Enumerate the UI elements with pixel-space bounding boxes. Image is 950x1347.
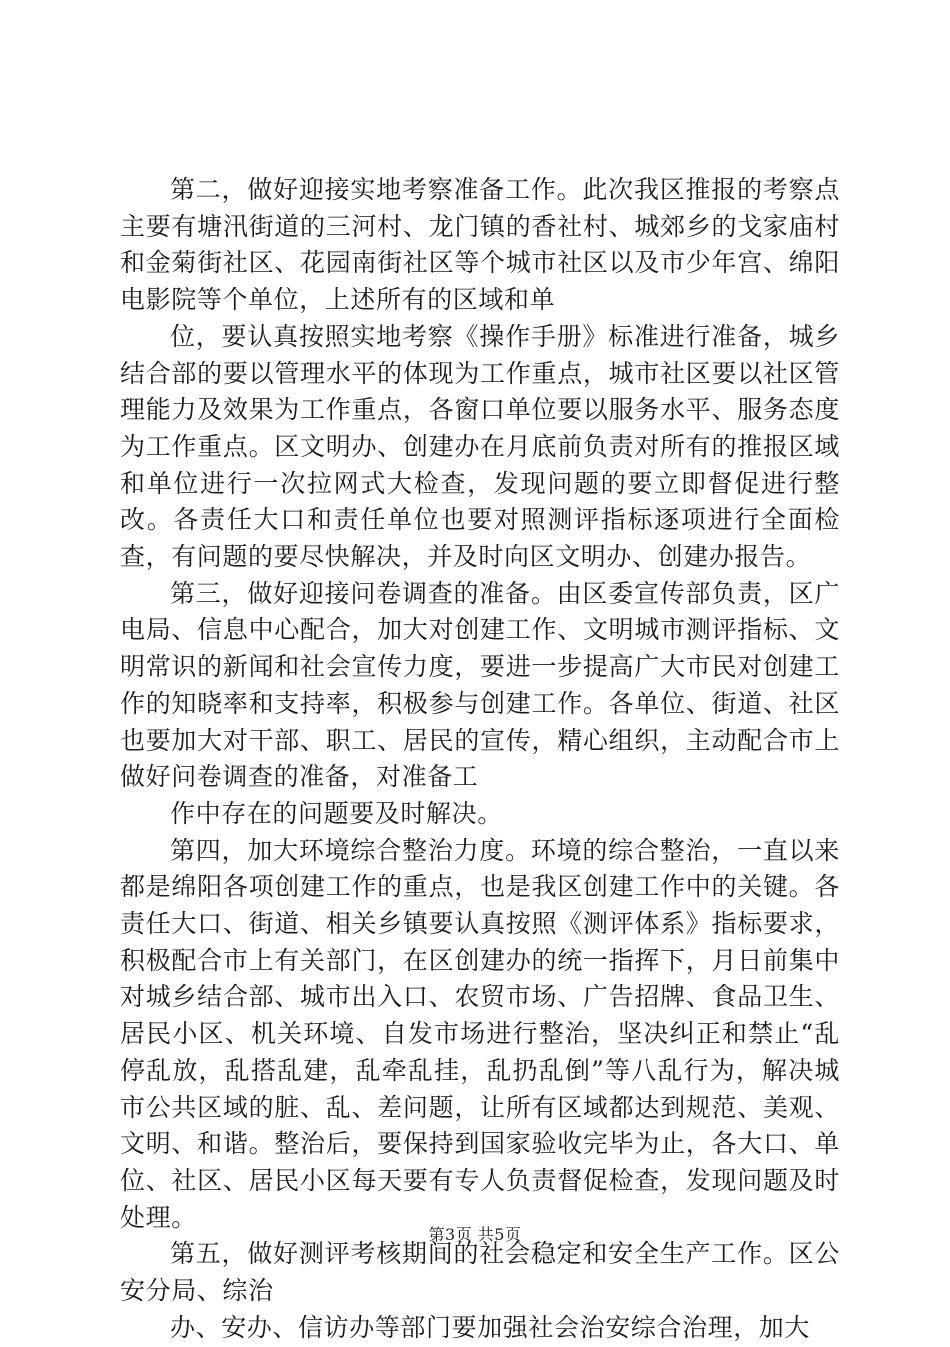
paragraph-4: 作中存在的问题要及时解决。 [170, 798, 503, 828]
paragraph-1: 第二，做好迎接实地考察准备工作。此次我区推报的考察点主要有塘汛街道的三河村、龙门镇的香社村、城郊乡的戈家庙村和金菊街社区、花园南街社区等个城市社区以及市少年宫、绵阳电影院等个单位，上述所有的区域和单 [120, 175, 840, 315]
paragraph-7: 办、安办、信访办等部门要加强社会治安综合治理，加大 [170, 1312, 811, 1342]
paragraph-6: 第五，做好测评考核期间的社会稳定和安全生产工作。区公安分局、综治 [120, 1239, 840, 1306]
paragraph-5: 第四，加大环境综合整治力度。环境的综合整治，一直以来都是绵阳各项创建工作的重点，也是我区创建工作中的关键。各责任大口、街道、相关乡镇要认真按照《测评体系》指标要求，积极配合市上有关部门，在区创建办的统一指挥下，月日前集中对城乡结合部、城市出入口、农贸市场、广告招牌、食品卫生、居民小区、机关环境、自发市场进行整治，坚决纠正和禁止“乱停乱放，乱搭乱建，乱牵乱挂，乱扔乱倒”等八乱行为，解决城市公共区域的脏、乱、差问题，让所有区域都达到规范、美观、文明、和谐。整治后，要保持到国家验收完毕为止，各大口、单位、社区、居民小区每天要有专人负责督促检查，发现问题及时处理。 [120, 835, 840, 1232]
document-body [120, 172, 840, 1347]
paragraph-2: 位，要认真按照实地考察《操作手册》标准进行准备，城乡结合部的要以管理水平的体现为工作重点，城市社区要以社区管理能力及效果为工作重点，各窗口单位要以服务水平、服务态度为工作重点。区文明办、创建办在月底前负责对所有的推报区域和单位进行一次拉网式大检查，发现问题的要立即督促进行整改。各责任大口和责任单位也要对照测评指标逐项进行全面检查，有问题的要尽快解决，并及时向区文明办、创建办报告。 [120, 321, 840, 572]
paragraph-3: 第三，做好迎接问卷调查的准备。由区委宣传部负责，区广电局、信息中心配合，加大对创建工作、文明城市测评指标、文明常识的新闻和社会宣传力度，要进一步提高广大市民对创建工作的知晓率和支持率，积极参与创建工作。各单位、街道、社区也要加大对干部、职工、居民的宣传，精心组织，主动配合市上做好问卷调查的准备，对准备工 [120, 578, 840, 792]
page-number-footer: 第3页 共5页 [428, 1225, 522, 1244]
